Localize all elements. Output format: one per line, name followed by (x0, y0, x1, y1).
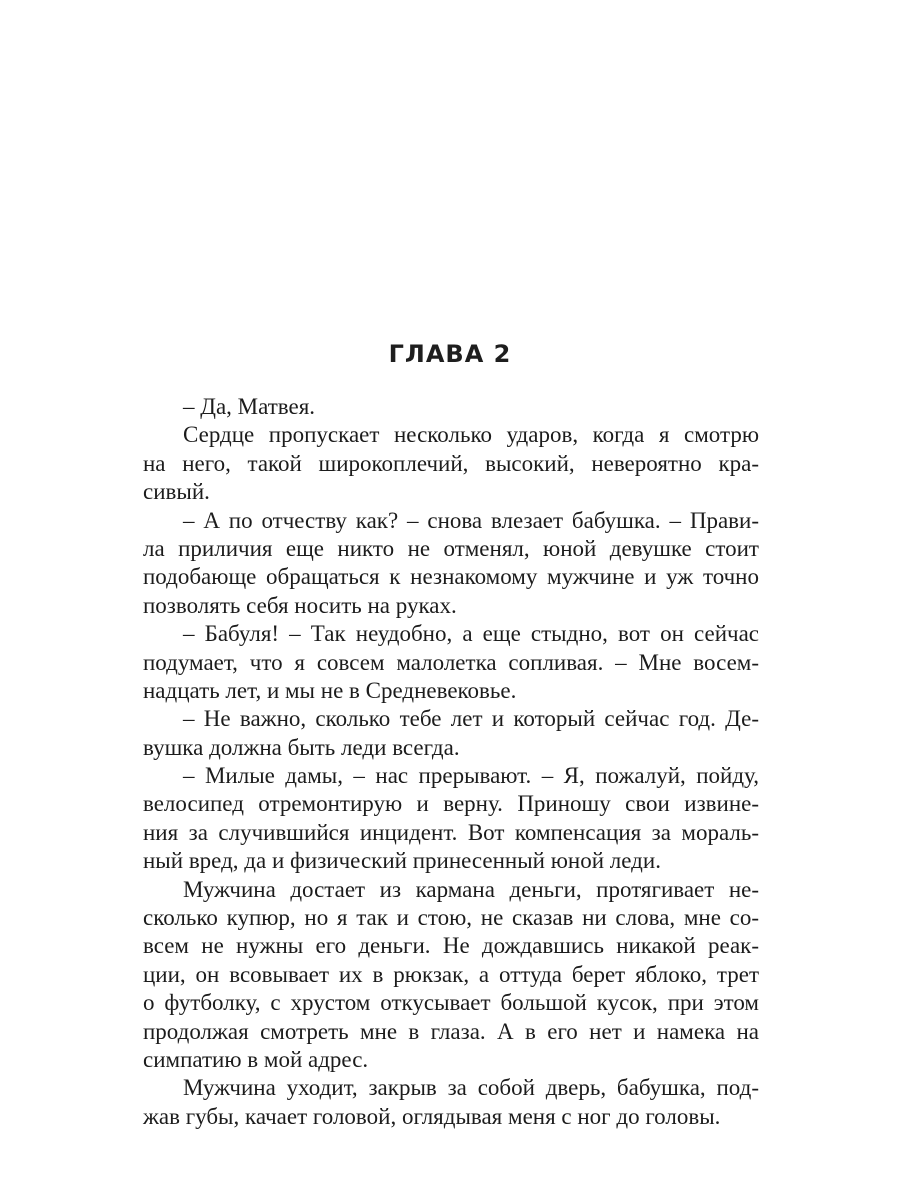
text-line: подумает, что я совсем малолетка сопливая. – Мне восем- (143, 649, 759, 675)
text-line: сколько купюр, но я так и стою, не сказав ни слова, мне со- (143, 905, 759, 931)
text-line: о футболку, с хрустом откусывает большой кусок, при этом (143, 990, 759, 1016)
text-line: Мужчина достает из кармана деньги, протягивает не- (183, 876, 759, 902)
text-line: сивый. (143, 479, 210, 505)
text-line: вушка должна быть леди всегда. (143, 734, 460, 760)
chapter-title: ГЛАВА 2 (388, 340, 512, 368)
text-line: ния за случившийся инцидент. Вот компенсация за мораль- (143, 819, 759, 845)
text-line: продолжая смотреть мне в глаза. А в его нет и намека на (143, 1018, 759, 1044)
text-line: Сердце пропускает несколько ударов, когда я смотрю (183, 422, 759, 448)
text-line: – Милые дамы, – нас прерывают. – Я, пожалуй, пойду, (183, 763, 759, 789)
text-line: ции, он всовывает их в рюкзак, а оттуда берет яблоко, трет (143, 961, 759, 987)
text-line: велосипед отремонтирую и верну. Приношу свои извине- (143, 791, 759, 817)
text-line: всем не нужны его деньги. Не дождавшись никакой реак- (143, 933, 759, 959)
text-line: ла приличия еще никто не отменял, юной девушке стоит (143, 535, 759, 561)
text-line: симпатию в мой адрес. (143, 1046, 369, 1072)
text-line: жав губы, качает головой, оглядывая меня с ног до головы. (143, 1103, 721, 1129)
chapter-body (143, 393, 759, 1131)
text-line: позволять себя носить на руках. (143, 592, 457, 618)
text-line: – Не важно, сколько тебе лет и который сейчас год. Де- (183, 706, 759, 732)
text-line: надцать лет, и мы не в Средневековье. (143, 677, 517, 703)
text-line: ный вред, да и физический принесенный юной леди. (143, 848, 661, 874)
text-line: – Бабуля! – Так неудобно, а еще стыдно, вот он сейчас (183, 621, 759, 647)
text-line: подобающе обращаться к незнакомому мужчине и уж точно (143, 564, 759, 590)
text-line: – А по отчеству как? – снова влезает бабушка. – Прави- (183, 507, 759, 533)
text-line: – Да, Матвея. (183, 394, 316, 419)
text-line: Мужчина уходит, закрыв за собой дверь, бабушка, под- (183, 1075, 759, 1101)
text-line: на него, такой широкоплечий, высокий, невероятно кра- (143, 450, 759, 476)
